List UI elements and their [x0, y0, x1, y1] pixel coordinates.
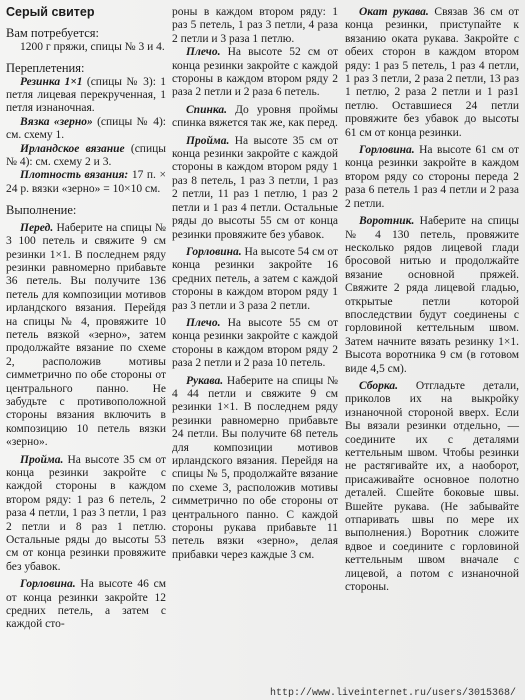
front-armhole-name: Пройма.	[20, 453, 64, 466]
sleeve-neck-paragraph	[345, 144, 519, 211]
back-neck-name: Горловина.	[186, 245, 242, 258]
back-neck-paragraph	[172, 246, 338, 313]
front-paragraph	[6, 222, 166, 450]
page-title: Серый свитер	[6, 5, 95, 19]
irish-name: Ирландское вязание	[20, 142, 125, 155]
collar-text: Наберите на спицы № 4 130 петель, провяжите несколько рядов лицевой глади бросовой нитью и продолжайте вязание основной пряжей. Свяжите 2 ряда лицевой гладью, открытые петли которой впоследствии будут соединены с горловиной кеттельным швом. Затем начните вязать резинку 1×1. Высота воротника 9 см (в готовом виде 4,5 см).	[345, 215, 519, 375]
back-shoulder-paragraph	[172, 317, 338, 371]
materials-label: Вам потребуется:	[6, 26, 100, 41]
back-armhole-name: Пройма.	[186, 134, 230, 147]
back-armhole-text: На высоте 35 см от конца резинки закройте с каждой стороны в каждом втором ряду 1 раз 8 петель, 1 раз 3 петли, 1 раз 2 петли, 11 раз 1 петлю, 1 раз 2 петли и 1 раз 4 петли. Остальные ряды до высоты 55 см от конца резинки провяжите без убавок.	[172, 134, 338, 241]
collar-name: Воротник.	[359, 215, 415, 228]
front-name: Перед.	[20, 221, 54, 234]
front-text: Наберите на спицы № 3 100 петель и свяжите 9 см резинки 1×1. В последнем ряду резинки равномерно прибавьте 36 петель. Вы получите 136 петель для композиции мотивов ирландского вязания. Перейдя на спицы № 4, провяжите 10 петель вязкой «зерно», затем продолжайте вязание по схеме 2, расположив мотивы симметрично по обе стороны от центрального панно. Не забудьте с противоположной стороны вязания включить в композицию 10 петель вязки «зерно».	[6, 221, 166, 449]
front-neck-paragraph	[6, 578, 166, 632]
collar-paragraph	[345, 215, 519, 376]
back-neck-text: На высоте 54 см от конца резинки закройте 16 средних петель, а затем с каждой стороны в каждом втором ряду 1 раз 3 петли и 3 раза 2 петли.	[172, 245, 338, 312]
sleeve-cap-name: Окат рукава.	[359, 6, 429, 18]
assembly-name: Сборка.	[359, 379, 399, 392]
seed-text: (спицы № 4): см. схему 1.	[6, 115, 166, 142]
sleeve-neck-text: На высоте 61 см от конца резинки закройте в каждом втором ряду со стороны переда 2 раза 6 петель 1 раз 4 петли и 2 раза 2 петли.	[345, 144, 519, 210]
stitches-label: Переплетения:	[6, 61, 85, 76]
rib-paragraph	[6, 76, 166, 116]
sleeves-paragraph	[172, 375, 338, 563]
column-2	[172, 6, 338, 562]
front-neck-continued: роны в каждом втором ряду: 1 раз 5 петель, 1 раз 3 петли, 4 раза 2 петли и 3 раза 1 петлю.	[172, 6, 338, 45]
front-shoulder-paragraph	[172, 46, 338, 100]
front-shoulder-text: На высоте 52 см от конца резинки закройте с каждой стороны в каждом втором ряду 2 раза 2 петли и 2 раза 6 петель.	[172, 46, 338, 99]
back-name: Спинка.	[186, 103, 228, 116]
rib-text: (спицы № 3): 1 петля лицевая перекрученная, 1 петля изнаночная.	[6, 75, 166, 115]
sleeve-cap-paragraph	[345, 6, 519, 140]
assembly-paragraph	[345, 380, 519, 595]
sleeves-name: Рукава.	[186, 374, 224, 387]
irish-paragraph	[6, 143, 166, 170]
front-armhole-text: На высоте 35 см от конца резинки закройте с каждой стороны в каждом втором ряду: 1 раз 6 петель, 2 раза 4 петли, 1 раз 3 петли, 1 раз 2 петли и 8 раз 1 петлю. Остальные ряды до высоты 53 см от конца резинки провяжите без убавок.	[6, 453, 166, 573]
gauge-text: 17 п. × 24 р. вязки «зерно» = 10×10 см.	[6, 169, 166, 195]
front-shoulder-name: Плечо.	[186, 46, 221, 59]
materials-text: 1200 г пряжи, спицы № 3 и 4.	[20, 40, 165, 53]
front-neck-text: На высоте 46 см от конца резинки закройте 12 средних петель, а затем с каждой сто-	[6, 578, 166, 631]
seed-name: Вязка «зерно»	[20, 115, 93, 128]
back-text: До уровня проймы спинка вяжется так же, как перед.	[172, 103, 338, 130]
front-neck-name: Горловина.	[20, 578, 76, 591]
rib-name: Резинка 1×1	[20, 75, 83, 88]
instructions-label: Выполнение:	[6, 203, 77, 218]
sleeve-cap-text: Связав 36 см от конца резинки, приступайте к вязанию оката рукава. Закройте с обеих сторон в каждом втором ряду: 1 раз 5 петель, 1 раз 4 петли, 1 раз 3 петли, 2 раза 2 петли, 13 раз 1 петлю, 2 раза 2 петли и 1 раз1 петлю. Оставшиеся 24 петли провяжите без убавок до высоты 61 см от конца резинки.	[345, 6, 519, 139]
back-armhole-paragraph	[172, 135, 338, 242]
back-shoulder-name: Плечо.	[186, 316, 221, 329]
sleeve-neck-name: Горловина.	[359, 144, 415, 157]
column-1	[6, 6, 166, 632]
column-3	[345, 6, 519, 594]
gauge-name: Плотность вязания:	[20, 169, 129, 182]
source-url: http://www.liveinternet.ru/users/3015368/	[270, 688, 517, 699]
back-paragraph	[172, 104, 338, 131]
sleeves-text: Наберите на спицы № 4 44 петли и свяжите 9 см резинки 1×1. В последнем ряду резинки равномерно прибавьте 24 петли. Вы получите 68 петель для композиции мотивов ирландского вязания. Перейдя на спицы № 5, продолжайте вязание по схеме 3, расположив мотивы симметрично по обе стороны от центрального панно. С каждой стороны рукава прибавьте 11 петель вязки «зерно», делая прибавки через каждые 3 см.	[172, 374, 338, 561]
front-armhole-paragraph	[6, 454, 166, 575]
seed-paragraph	[6, 116, 166, 143]
irish-text: (спицы № 4): см. схему 2 и 3.	[6, 142, 166, 169]
assembly-text: Отгладьте детали, приколов их на выкройку изнаночной стороной вверх. Если Вы вязали резинки отдельно, — соедините их с деталями кеттельным швом. Чтобы резинки не растягивайте их, а наоборот, присаживайте основное полотно деталей. Сшейте боковые швы. Вшейте рукава. (Не забывайте отпаривать швы по мере их выполнения.) Воротник сложите вдвое и соедините с горловиной кеттельным швом вначале с лицевой, а потом с изнаночной стороны.	[345, 379, 519, 594]
back-shoulder-text: На высоте 55 см от конца резинки закройте с каждой стороны в каждом втором ряду 2 раза 2 петли и 2 раза 10 петель.	[172, 316, 338, 370]
gauge-paragraph	[6, 169, 166, 196]
